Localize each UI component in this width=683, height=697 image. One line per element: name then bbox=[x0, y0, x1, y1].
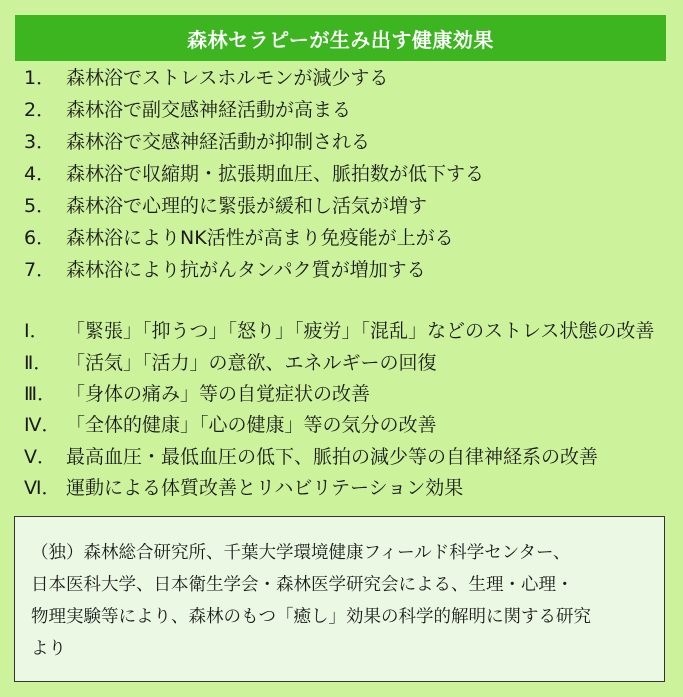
effect-number: 1． bbox=[24, 66, 56, 89]
effect-item bbox=[24, 252, 484, 284]
effect-number: 5． bbox=[24, 194, 56, 217]
effect-text: 森林浴で心理的に緊張が緩和し活気が増す bbox=[66, 194, 428, 217]
effect-number: 3． bbox=[24, 130, 56, 153]
improvement-number: Ⅳ． bbox=[24, 414, 61, 437]
effect-text: 森林浴で交感神経活動が抑制される bbox=[66, 130, 371, 153]
improvement-item bbox=[24, 377, 654, 408]
improvement-text: 最高血圧・最低血圧の低下、脈拍の減少等の自律神経系の改善 bbox=[66, 445, 599, 468]
effects-list bbox=[24, 60, 484, 284]
effect-number: 4． bbox=[24, 162, 56, 185]
source-note-line: より bbox=[31, 639, 66, 659]
effect-number: 2． bbox=[24, 98, 56, 121]
source-note-box bbox=[14, 516, 665, 682]
effect-item bbox=[24, 156, 484, 188]
improvement-item bbox=[24, 408, 654, 439]
improvement-text: 「全体的健康」「心の健康」等の気分の改善 bbox=[66, 414, 437, 437]
effect-text: 森林浴により抗がんタンパク質が増加する bbox=[66, 258, 426, 281]
improvement-number: Ⅴ． bbox=[24, 445, 56, 468]
effect-number: 6． bbox=[24, 226, 56, 249]
effect-item bbox=[24, 124, 484, 156]
improvement-item bbox=[24, 314, 654, 345]
effect-item bbox=[24, 92, 484, 124]
effect-text: 森林浴で副交感神経活動が高まる bbox=[66, 98, 352, 121]
improvement-text: 運動による体質改善とリハビリテーション効果 bbox=[66, 477, 464, 500]
effect-text: 森林浴によりNK活性が高まり免疫能が上がる bbox=[66, 226, 454, 249]
improvement-text: 「緊張」「抑うつ」「怒り」「疲労」「混乱」などのストレス状態の改善 bbox=[66, 320, 655, 343]
title-bar bbox=[15, 15, 666, 61]
effect-text: 森林浴で収縮期・拡張期血圧、脈拍数が低下する bbox=[66, 162, 485, 185]
effect-item bbox=[24, 220, 484, 252]
improvement-number: Ⅱ． bbox=[24, 351, 53, 374]
improvement-text: 「身体の痛み」等の自覚症状の改善 bbox=[66, 382, 371, 405]
improvement-item bbox=[24, 471, 654, 502]
improvement-item bbox=[24, 345, 654, 376]
source-note-line: 日本医科大学、日本衛生学会・森林医学研究会による、生理・心理・ bbox=[31, 575, 574, 595]
effect-number: 7． bbox=[24, 258, 56, 281]
effect-text: 森林浴でストレスホルモンが減少する bbox=[66, 66, 389, 89]
effect-item bbox=[24, 60, 484, 92]
source-note-line: （独）森林総合研究所、千葉大学環境健康フィールド科学センター、 bbox=[31, 543, 571, 563]
improvement-text: 「活気」「活力」の意欲、エネルギーの回復 bbox=[66, 351, 437, 374]
source-note-line: 物理実験等により、森林のもつ「癒し」効果の科学的解明に関する研究 bbox=[31, 607, 591, 627]
improvement-number: Ⅵ． bbox=[24, 477, 61, 500]
improvements-list bbox=[24, 314, 654, 502]
improvement-number: Ⅲ． bbox=[24, 382, 57, 405]
improvement-item bbox=[24, 440, 654, 471]
effect-item bbox=[24, 188, 484, 220]
page-title: 森林セラピーが生み出す健康効果 bbox=[187, 27, 494, 52]
improvement-number: Ⅰ． bbox=[24, 320, 49, 343]
